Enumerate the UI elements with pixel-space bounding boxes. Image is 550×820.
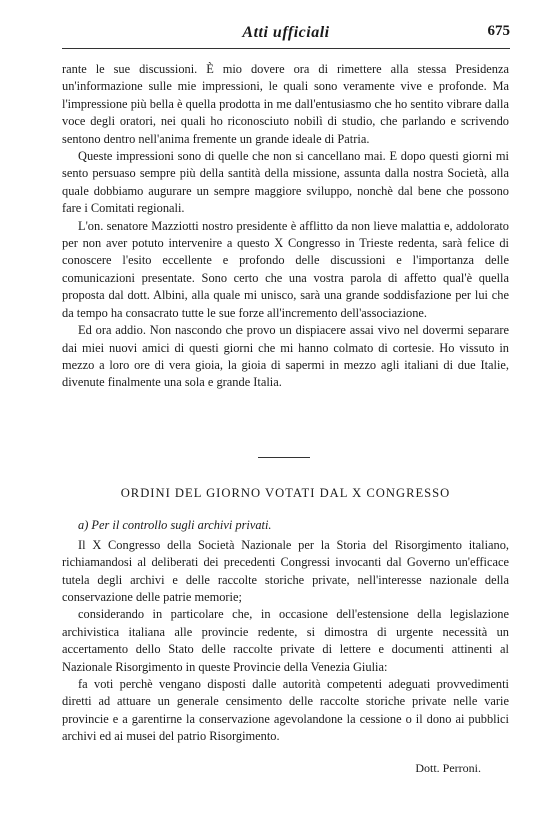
section-divider: [258, 457, 310, 458]
header-title: Atti ufficiali: [242, 24, 330, 41]
resolutions-section: [62, 485, 509, 777]
paragraph-3: L'on. senatore Mazziotti nostro presidente è afflitto da non lieve malattia e, addolorato per non aver potuto intervenire a questo X Congresso in Trieste redenta, sarà felice di conoscere l'esito eccellente e profondo delle discussioni e l'importanza delle comunicazioni presentate. Sono certo che una vostra parola di affetto qual'è quella proposta dal dott. Albini, alla quale mi unisco, sarà una grande soddisfazione per lui che da tempo ha consacrato tutte le sue forze all'incremento dell'associazione.: [62, 218, 509, 320]
resolution-paragraph-3: fa voti perchè vengano disposti dalle autorità competenti adeguati provvedimenti diretti ad attuare un generale censimento delle raccolte storiche private nelle varie provincie e a garentirne la conservazione agevolandone la cessione o il dono ai pubblici archivi ed ai musei del patrio Risorgimento.: [62, 677, 509, 744]
section-subhead: a) Per il controllo sugli archivi privati.: [78, 518, 272, 533]
resolution-paragraph-2: considerando in particolare che, in occasione dell'estensione della legislazione archivistica italiana alle provincie redente, si dimostra di urgente necessità un accertamento dello Stato delle raccolte private di lettere e documenti attinenti al Nazionale Risorgimento in queste Provincie della Venezia Giulia:: [62, 607, 509, 674]
paragraph-2: Queste impressioni sono di quelle che non si cancellano mai. E dopo questi giorni mi sento persuaso sempre più della santità della missione, assunta dalla nostra Società, alla quale dobbiamo augurare un sempre maggiore sviluppo, nonchè dal bene che possono fare i Comitati regionali.: [62, 149, 509, 216]
paragraph-4: Ed ora addio. Non nascondo che provo un dispiacere assai vivo nel dovermi separare dai miei nuovi amici di questi giorni che mi hanno colmato di cortesie. Ho vissuto in mezzo a loro ore di vera gioia, la gioia di sapermi in mezzo agli italiani di due Italie, divenute finalmente una sola e grande Italia.: [62, 323, 509, 390]
running-header: [62, 22, 510, 49]
page-number: 675: [487, 23, 510, 39]
resolution-paragraph-1: Il X Congresso della Società Nazionale per la Storia del Risorgimento italiano, richiamandosi al deliberati dei precedenti Congressi invocanti dal Governo un'efficace tutela degli archivi e delle raccolte storiche private, nell'interesse nazionale della conservazione delle patrie memorie;: [62, 537, 509, 605]
paragraph-1: rante le sue discussioni. È mio dovere ora di rimettere alla stessa Presidenza un'informazione sulle mie impressioni, le quali sono veramente vive e profonde. Ma l'impressione più bella è quella prodotta in me dall'entusiasmo che ho sentito vibrare dalla voce degli oratori, nei quali ho riconosciuto nobilì di studio, che parlando e scrivendo sentono dentro nell'anima fremente un grande ideale di Patria.: [62, 62, 509, 146]
section-title: ORDINI DEL GIORNO VOTATI DAL X CONGRESSO: [120, 486, 451, 500]
signature: Dott. Perroni.: [415, 760, 481, 775]
body-text: [62, 61, 509, 392]
